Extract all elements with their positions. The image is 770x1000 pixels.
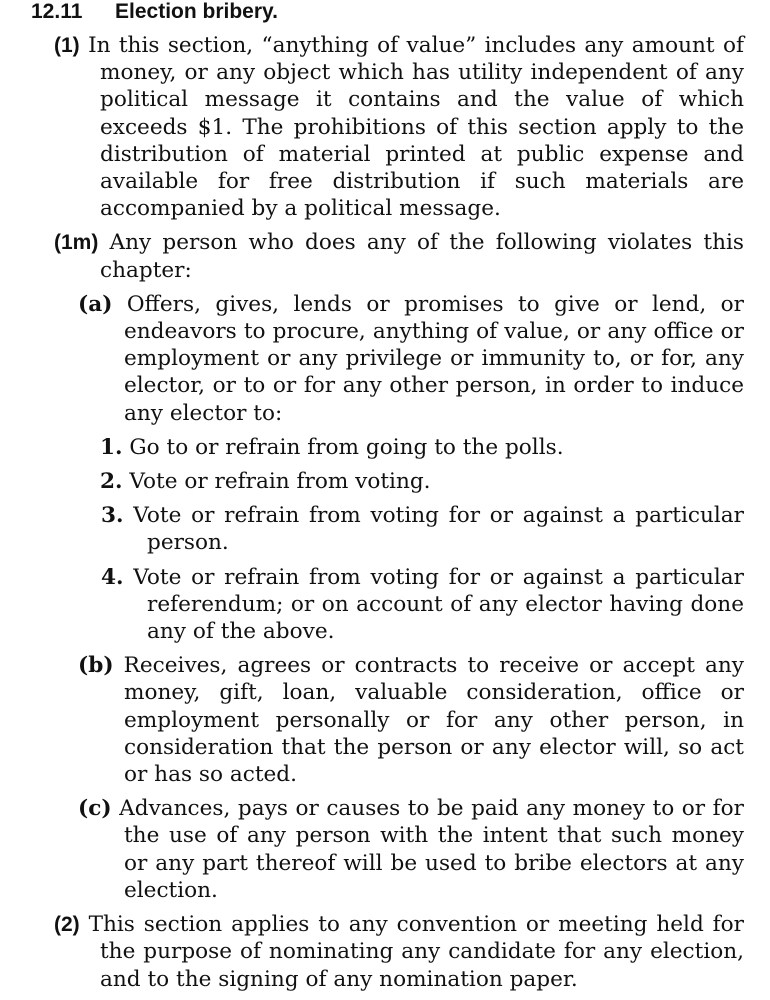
subsection-1m	[54, 229, 744, 283]
paragraph-label: (a)	[78, 291, 113, 317]
paragraph-b	[78, 652, 744, 788]
subdivision-label: 1.	[100, 434, 123, 460]
subsection-label: (1)	[54, 34, 80, 57]
paragraph-a	[78, 291, 744, 427]
subsection-label: (1m)	[54, 231, 99, 255]
paragraph-label: (b)	[78, 653, 114, 679]
subsection-2	[54, 911, 744, 993]
paragraph-text: Receives, agrees or contracts to receive or accept any money, gift, loan, valuable consideration, office or employment personally or for any other person, in consideration that the person or any elector will, so act or has so acted.	[123, 653, 744, 788]
subdivision-text: Vote or refrain from voting for or against a particular person.	[133, 503, 744, 556]
subsection-text: Any person who does any of the following violates this chapter:	[100, 230, 744, 283]
subdivision-2	[100, 468, 744, 495]
subdivision-text: Vote or refrain from voting.	[129, 469, 431, 495]
paragraph-c	[78, 795, 744, 904]
subsection-1	[54, 32, 744, 222]
subsection-text: In this section, “anything of value” includes any amount of money, or any object which has utility independent of any political message it contains and the value of which exceeds $1. The prohibitions of this section apply to the distribution of material printed at public expense and available for free distribution if such materials are accompanied by a political message.	[88, 33, 744, 222]
paragraph-text: Advances, pays or causes to be paid any money to or for the use of any person with the intent that such money or any part thereof will be used to bribe electors at any election.	[119, 796, 744, 903]
section-number: 12.11	[31, 0, 83, 23]
subdivision-label: 2.	[100, 469, 123, 495]
subdivision-text: Vote or refrain from voting for or against a particular referendum; or on account of any elector having done any of the above.	[133, 564, 744, 645]
section-title: Election bribery.	[115, 0, 278, 23]
subdivision-1	[100, 434, 744, 461]
subdivision-4	[101, 564, 744, 646]
subsection-label: (2)	[54, 913, 80, 937]
paragraph-label: (c)	[78, 796, 112, 822]
section-heading	[31, 0, 278, 27]
subsection-text: This section applies to any convention or meeting held for the purpose of nominating any candidate for any election, and to the signing of any nomination paper.	[88, 912, 744, 992]
subdivision-label: 4.	[101, 564, 124, 590]
subdivision-3	[101, 502, 744, 556]
section-body	[0, 32, 744, 993]
subdivision-label: 3.	[101, 503, 124, 529]
subdivision-text: Go to or refrain from going to the polls.	[129, 434, 564, 460]
paragraph-text: Offers, gives, lends or promises to give or lend, or endeavors to procure, anything of value, or any office or employment or any privilege or immunity to, or for, any elector, or to or for any other person, in order to induce any elector to:	[124, 291, 744, 426]
